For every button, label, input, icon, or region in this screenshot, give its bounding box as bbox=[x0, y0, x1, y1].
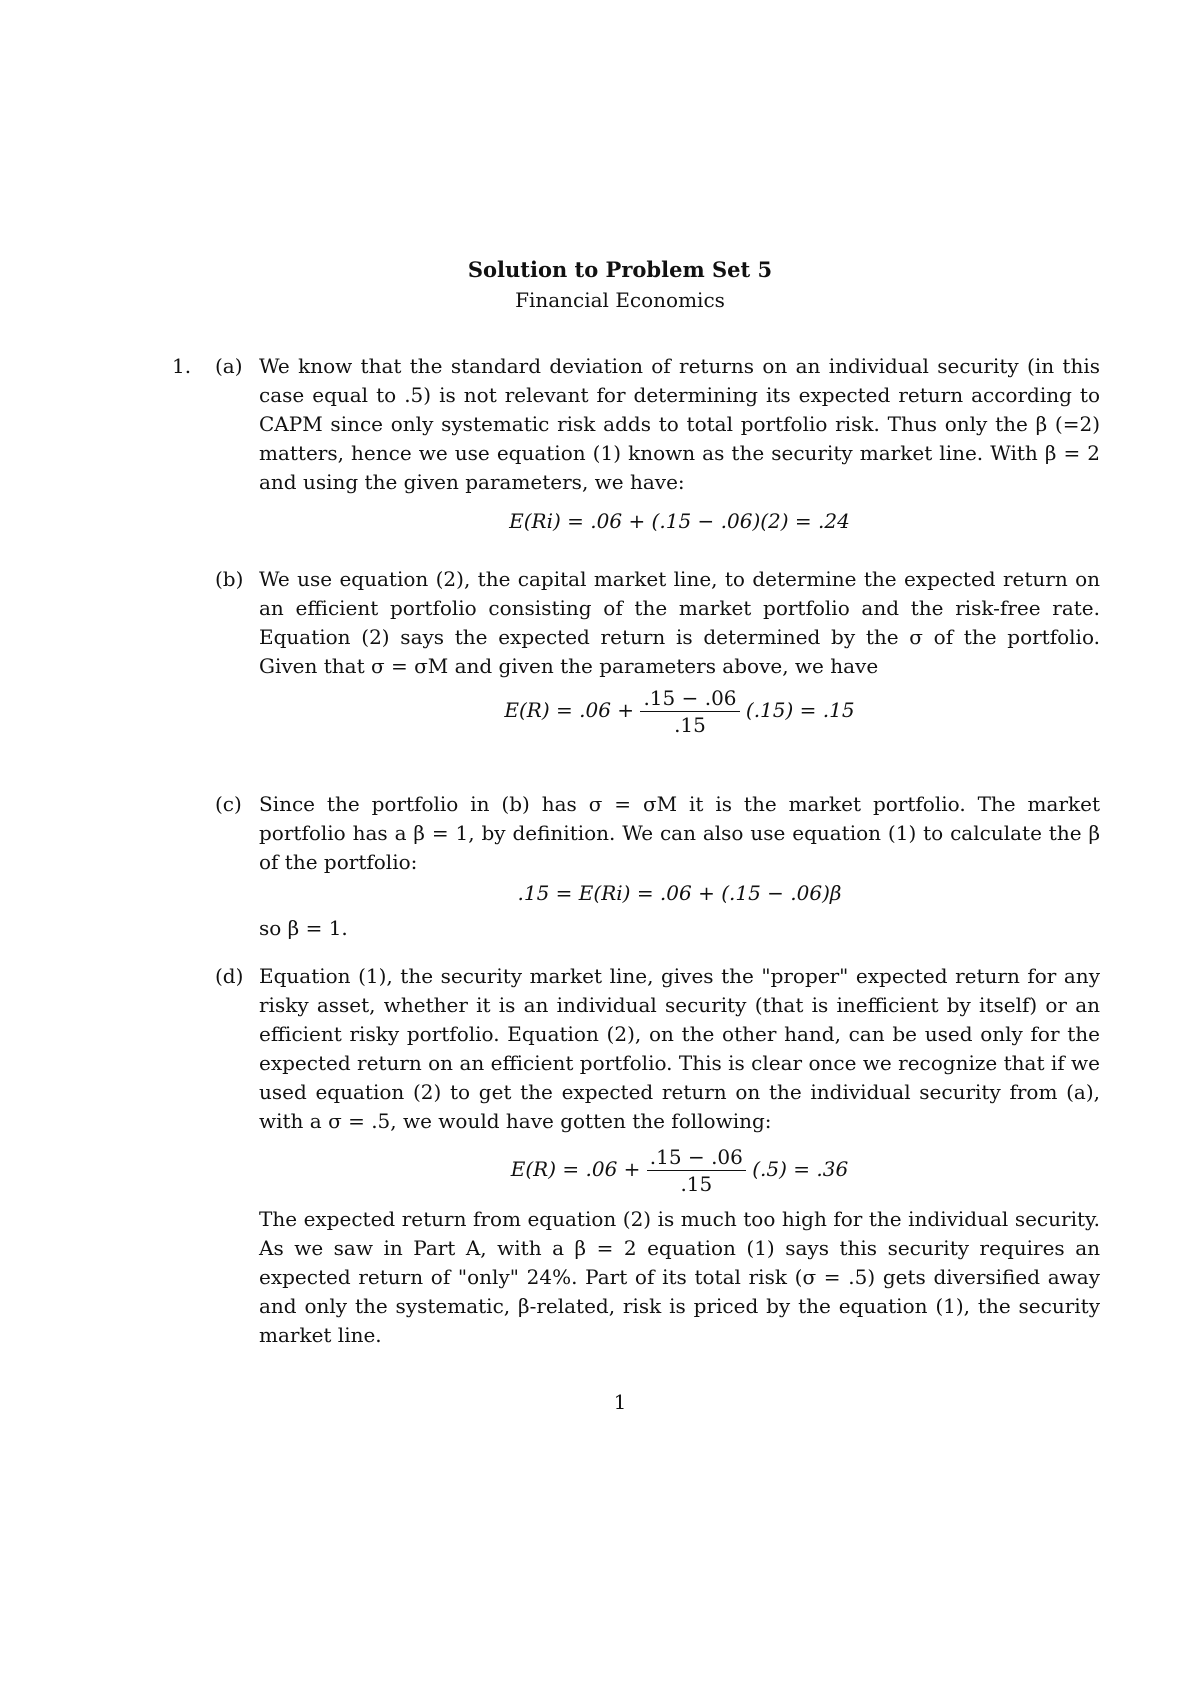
part-d-fraction-numerator: .15 − .06 bbox=[647, 1144, 746, 1171]
part-c-conclusion: so β = 1. bbox=[259, 916, 348, 940]
page-number: 1 bbox=[613, 1390, 627, 1414]
question-number: 1. bbox=[172, 354, 192, 378]
part-a-text: We know that the standard deviation of returns on an individual security (in this case equal to .5) is not relevant for determining its expected return according to CAPM since only systematic risk adds to total portfolio risk. Thus only the β (=2) matters, hence we use equation (1) known as the security market line. With β = 2 and using the given parameters, we have: bbox=[259, 354, 1100, 494]
part-c-equation: .15 = E(Ri) = .06 + (.15 − .06)β bbox=[517, 881, 842, 905]
part-d-eq-left: E(R) = .06 + bbox=[510, 1157, 641, 1181]
part-d-equation bbox=[259, 1144, 1100, 1197]
part-d-label: (d) bbox=[215, 964, 244, 988]
part-d-text2: The expected return from equation (2) is much too high for the individual security. As we saw in Part A, with a β = 2 equation (1) says this security requires an expected return of "only" 24%. Part of its total risk (σ = .5) gets diversified away and only the systematic, β-related, risk is priced by the equation (1), the security market line. bbox=[259, 1207, 1100, 1347]
part-b-text: We use equation (2), the capital market line, to determine the expected return on an efficient portfolio consisting of the market portfolio and the risk-free rate. Equation (2) says the expected return is determined by the σ of the portfolio. Given that σ = σM and given the parameters above, we have bbox=[259, 567, 1100, 678]
part-d-eq-right: (.5) = .36 bbox=[752, 1157, 849, 1181]
part-b-fraction bbox=[640, 685, 739, 738]
part-a-equation: E(Ri) = .06 + (.15 − .06)(2) = .24 bbox=[509, 509, 850, 533]
part-b-fraction-numerator: .15 − .06 bbox=[640, 685, 739, 712]
part-b-label: (b) bbox=[215, 567, 244, 591]
part-d bbox=[215, 962, 1100, 1350]
part-c-text: Since the portfolio in (b) has σ = σM it is the market portfolio. The market portfolio has a β = 1, by definition. We can also use equation (1) to calculate the β of the portfolio: bbox=[259, 792, 1100, 874]
part-d-fraction-denominator: .15 bbox=[680, 1172, 713, 1196]
document-header bbox=[0, 255, 1200, 315]
part-b-eq-right: (.15) = .15 bbox=[745, 698, 855, 722]
part-a-label: (a) bbox=[215, 354, 243, 378]
part-c-label: (c) bbox=[215, 792, 242, 816]
part-b-fraction-denominator: .15 bbox=[674, 713, 706, 737]
part-b-eq-left: E(R) = .06 + bbox=[504, 698, 635, 722]
part-a bbox=[215, 352, 1100, 536]
part-d-fraction bbox=[647, 1144, 746, 1197]
part-b bbox=[215, 565, 1100, 738]
document-subtitle: Financial Economics bbox=[515, 288, 725, 312]
document-title: Solution to Problem Set 5 bbox=[467, 257, 773, 282]
part-c bbox=[215, 790, 1100, 943]
part-b-equation bbox=[259, 685, 1100, 738]
part-d-text: Equation (1), the security market line, gives the "proper" expected return for any risky asset, whether it is an individual security (that is inefficient by itself) or an efficient risky portfolio. Equation (2), on the other hand, can be used only for the expected return on an efficient portfolio. This is clear once we recognize that if we used equation (2) to get the expected return on the individual security from (a), with a σ = .5, we would have gotten the following: bbox=[259, 964, 1100, 1133]
